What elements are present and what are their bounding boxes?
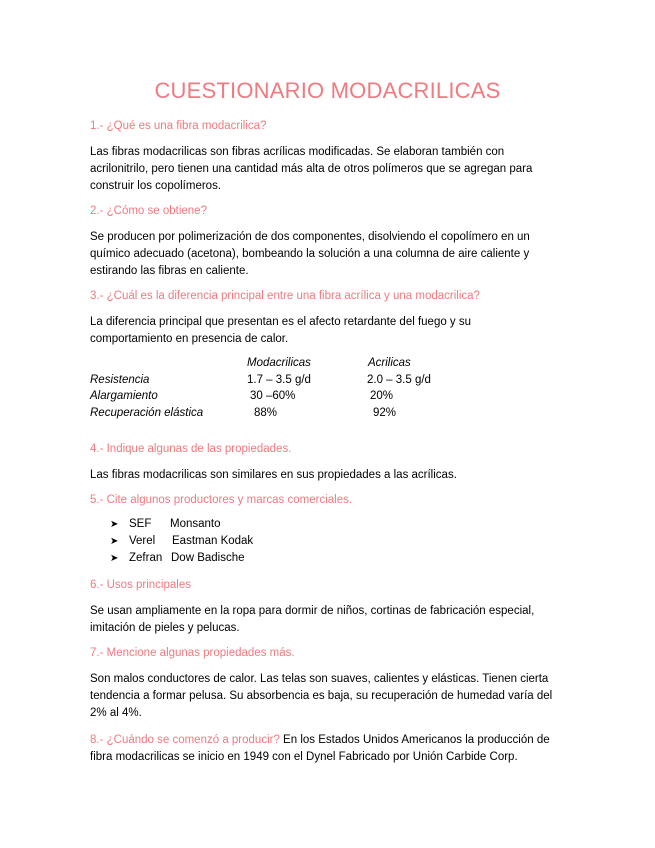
table-cell: 2.0 – 3.5 g/d [367, 374, 431, 386]
answer-6 [90, 603, 560, 637]
answer-4-line: Las fibras modacrilicas son similares en sus propiedades a las acrílicas. [90, 469, 457, 481]
answer-7 [90, 671, 560, 722]
answer-2-line: Se producen por polimerización de dos componentes, disolviendo el copolímero en un [90, 231, 530, 243]
table-cell: 88% [254, 407, 278, 419]
table-header-modacrilicas: Modacrilicas [247, 357, 311, 369]
answer-8-line: fibra modacrilicas se inicio en 1949 con el Dynel Fabricado por Unión Carbide Corp. [90, 751, 518, 763]
question-7: 7.- Mencione algunas propiedades más. [90, 647, 295, 659]
list-item-brand: Verel [129, 535, 156, 547]
answer-4 [90, 467, 560, 484]
answer-2 [90, 229, 560, 280]
list-item-brand: SEF [129, 518, 152, 530]
table-cell: 1.7 – 3.5 g/d [247, 374, 311, 386]
list-item-producer: Dow Badische [171, 552, 245, 564]
question-4: 4.- Indique algunas de las propiedades. [90, 443, 292, 455]
question-8: 8.- ¿Cuándo se comenzó a producir? [90, 734, 280, 746]
table-row-label: Resistencia [90, 374, 150, 386]
answer-8-inline: En los Estados Unidos Americanos la producción de [279, 734, 550, 746]
arrow-bullet-icon: ➤ [110, 553, 119, 564]
answer-1-line: acrilonitrilo, pero tienen una cantidad más alta de otros polímeros que se agregan para [90, 163, 533, 175]
arrow-bullet-icon: ➤ [110, 536, 119, 547]
answer-3-line: comportamiento en presencia de calor. [90, 333, 289, 345]
question-8-block [90, 732, 570, 766]
answer-6-line: Se usan ampliamente en la ropa para dormir de niños, cortinas de fabricación especial, [90, 605, 535, 617]
table-header-acrilicas: Acrilicas [368, 357, 411, 369]
page-title: CUESTIONARIO MODACRILICAS [154, 78, 501, 103]
question-2: 2.- ¿Cómo se obtiene? [90, 205, 207, 217]
answer-7-line: 2% al 4%. [90, 707, 142, 719]
table-cell: 20% [370, 390, 394, 402]
table-cell: 30 –60% [250, 390, 296, 402]
question-3: 3.- ¿Cuál es la diferencia principal entre una fibra acrílica y una modacrilica? [90, 290, 480, 302]
answer-3-line: La diferencia principal que presentan es el afecto retardante del fuego y su [90, 316, 472, 328]
question-5: 5.- Cite algunos productores y marcas comerciales. [90, 494, 353, 506]
arrow-bullet-icon: ➤ [110, 519, 119, 530]
table-cell: 92% [373, 407, 397, 419]
answer-1 [90, 144, 560, 195]
answer-2-line: estirando las fibras en caliente. [90, 265, 249, 277]
table-row-label: Alargamiento [90, 390, 158, 402]
answer-1-line: construir los copolímeros. [90, 180, 222, 192]
answer-7-line: Son malos conductores de calor. Las telas son suaves, calientes y elásticas. Tienen cierta [90, 673, 549, 685]
question-6: 6.- Usos principales [90, 579, 191, 591]
answer-3 [90, 314, 560, 348]
answer-1-line: Las fibras modacrilicas son fibras acrílicas modificadas. Se elaboran también con [90, 146, 505, 158]
answer-6-line: imitación de pieles y pelucas. [90, 622, 240, 634]
answer-2-line: químico adecuado (acetona), bombeando la solución a una columna de aire caliente y [90, 248, 530, 260]
question-1: 1.- ¿Qué es una fibra modacrilica? [90, 120, 267, 132]
list-item-brand: Zefran [129, 552, 163, 564]
list-item-producer: Monsanto [170, 518, 221, 530]
answer-7-line: tendencia a formar pelusa. Su absorbencia es baja, su recuperación de humedad varía del [90, 690, 553, 702]
table-row-label: Recuperación elástica [90, 407, 204, 419]
list-item-producer: Eastman Kodak [172, 535, 254, 547]
